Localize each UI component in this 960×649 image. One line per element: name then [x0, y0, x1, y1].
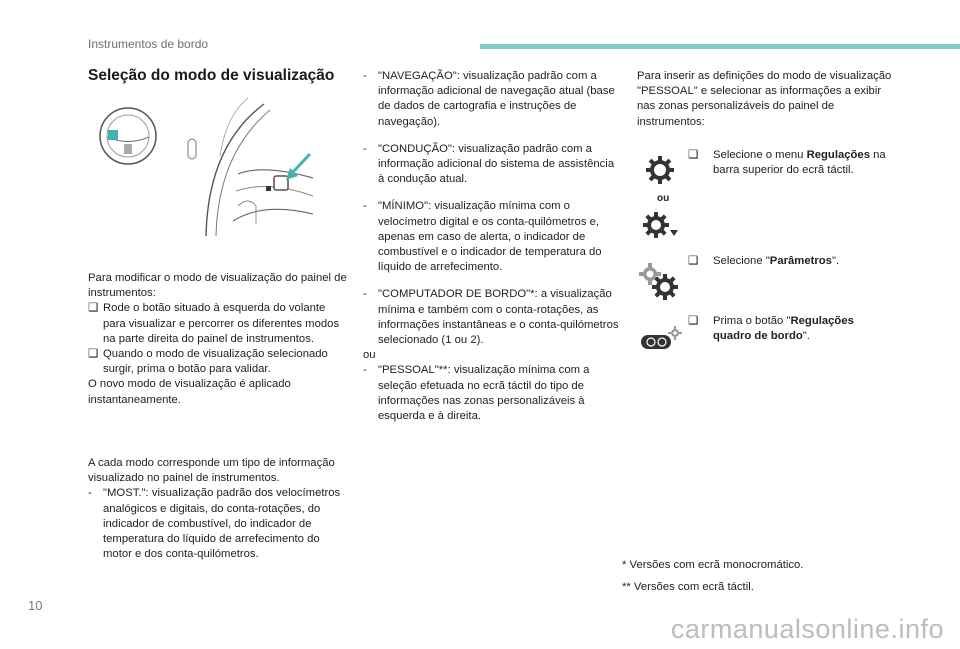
steering-wheel-illustration	[88, 96, 338, 264]
modes-intro: A cada modo corresponde um tipo de informação visualizado no painel de instrumentos.	[88, 457, 335, 485]
watermark: carmanualsonline.info	[670, 614, 944, 644]
intro-outro: O novo modo de visualização é aplicado instantaneamente.	[88, 378, 291, 406]
page-title: Seleção do modo de visualização	[88, 67, 335, 84]
gear-dropdown-icon	[642, 210, 682, 247]
footnote-2: ** Versões com ecrã táctil.	[622, 581, 754, 593]
modes-block-middle	[363, 69, 619, 424]
page-number: 10	[28, 598, 43, 613]
intro-bullet-2: ❑ Quando o modo de visualização selecionado surgir, prima o botão para validar.	[88, 348, 328, 376]
double-gear-icon	[638, 262, 680, 307]
checkbox-marker-icon: ❑	[88, 348, 99, 361]
checkbox-marker-icon: ❑	[688, 315, 699, 327]
checkbox-marker-icon: ❑	[688, 255, 699, 267]
intro-bullet-1: ❑ Rode o botão situado à esquerda do volante para visualizar e percorrer os diferentes modos na parte direita do painel de instrumentos.	[88, 302, 340, 345]
step-3: ❑ Prima o botão "Regulações quadro de bordo".	[688, 315, 854, 343]
section-label: Instrumentos de bordo	[88, 37, 209, 51]
mode-item-conducao: - "CONDUÇÃO": visualização padrão com a informação adicional do sistema de assistência à condução atual.	[363, 142, 615, 186]
checkbox-marker-icon: ❑	[88, 302, 99, 315]
intro-lead: Para modificar o modo de visualização do painel de instrumentos:	[88, 272, 347, 300]
cluster-settings-icon	[640, 326, 682, 357]
mode-item-pessoal: - "PESSOAL"**: visualização mínima com a seleção efetuada no ecrã táctil do tipo de informações nas zonas personalizáveis à esquerda e à direita.	[363, 364, 590, 423]
step-2: ❑ Selecione "Parâmetros".	[688, 254, 888, 269]
intro-block	[88, 271, 350, 408]
gear-icon	[644, 154, 676, 191]
mode-item-navegacao: - "NAVEGAÇÃO": visualização padrão com a informação adicional de navegação atual (base de dados de cartografia e instruções de navegação).	[363, 70, 615, 128]
mode-item-computador: - "COMPUTADOR DE BORDO"*: a visualização mínima e também com o conta-rotações, as informações instantâneas e o conta-quilómetros selecionado (1 ou 2).	[363, 288, 619, 347]
modes-block-left	[88, 456, 350, 562]
header-accent-bar	[480, 44, 960, 49]
mode-item-minimo: - "MÍNIMO": visualização mínima com o velocímetro digital e os conta-quilómetros e, apenas em caso de alerta, o indicador de combustível e o indicador de temperatura do líquido de arrefecimento.	[363, 200, 602, 274]
step-1: ❑ Selecione o menu Regulações na barra superior do ecrã táctil.	[688, 149, 886, 177]
or-word: ou	[363, 349, 376, 362]
checkbox-marker-icon: ❑	[688, 149, 699, 161]
icon-or-label: ou	[657, 193, 670, 204]
mode-item-most: - "MOST.": visualização padrão dos velocímetros analógicos e digitais, do conta-rotações, do indicador de combustível, do indicador de temperatura do líquido de arrefecimento do motor e dos conta-quilómetros.	[88, 487, 341, 561]
right-intro: Para inserir as definições do modo de visualização "PESSOAL" e selecionar as informações a exibir nas zonas personalizáveis do painel de instrumentos:	[637, 70, 892, 128]
footnote-1: * Versões com ecrã monocromático.	[622, 559, 804, 571]
